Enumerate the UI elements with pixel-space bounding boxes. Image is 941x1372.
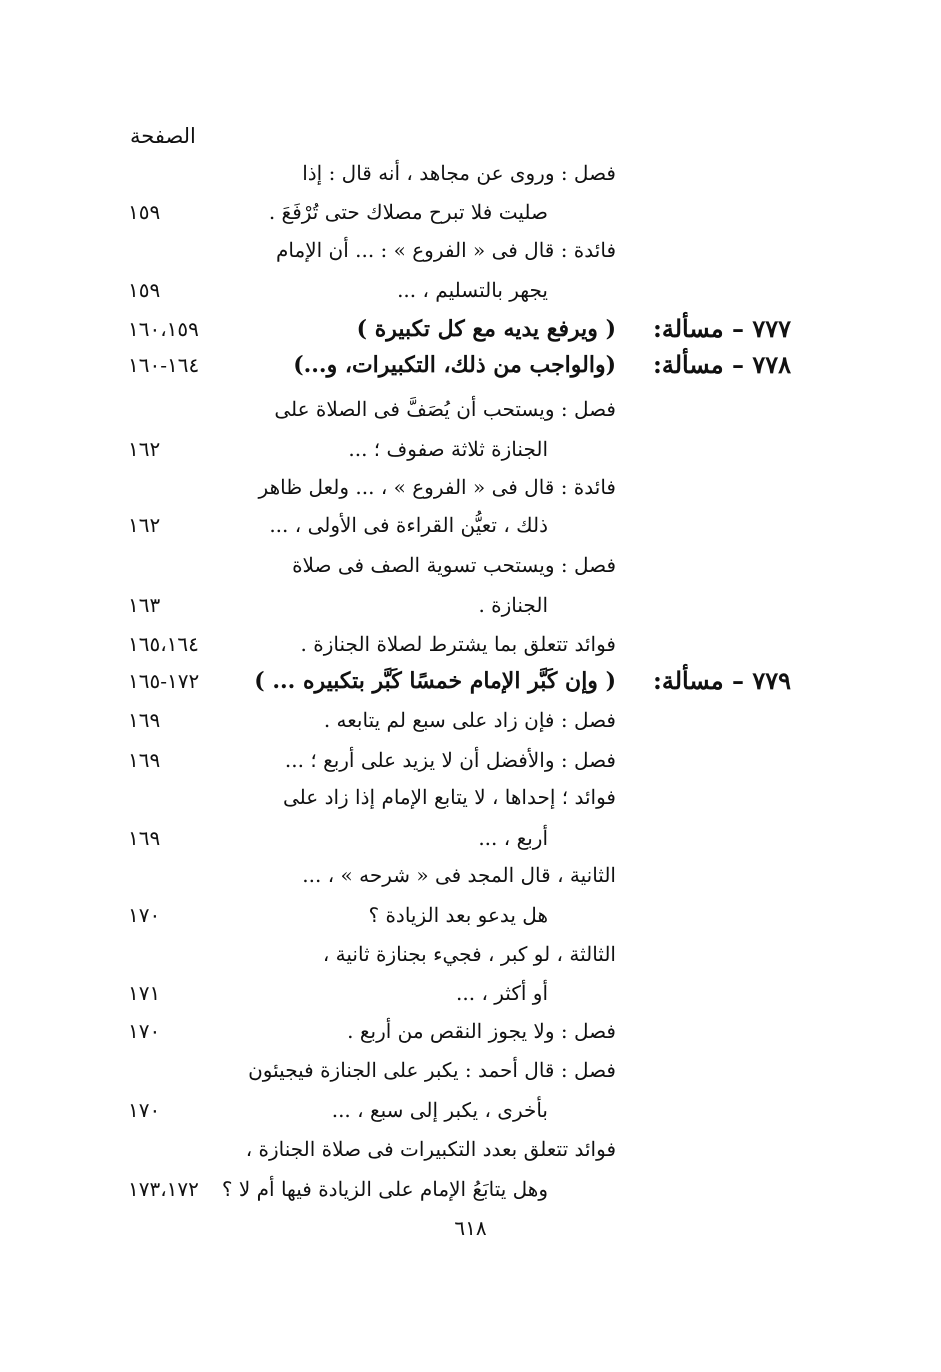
- page-reference: ١٦٤-١٦٠: [128, 353, 200, 377]
- entry-text: أو أكثر ، ...: [456, 981, 548, 1005]
- entry-text: صليت فلا تبرح مصلاك حتى تُرْفَعَ .: [268, 200, 548, 224]
- entry-text: ( وإن كَبَّر الإمام خمسًا كَبَّر بتكبيره ... ): [254, 668, 616, 694]
- entry-text: الثانية ، قال المجد فى « شرحه » ، ...: [302, 863, 616, 887]
- entry-text: فوائد ؛ إحداها ، لا يتابع الإمام إذا زاد على: [283, 785, 616, 809]
- page-reference: ١٦٣: [128, 593, 161, 617]
- page-reference: ١٧٠: [128, 903, 161, 927]
- index-entry: [0, 663, 941, 699]
- index-entry: [0, 155, 941, 191]
- index-entry: [0, 347, 941, 383]
- entry-text: فائدة : قال فى « الفروع » ، ... ولعل ظاهر: [258, 475, 616, 499]
- index-entry: [0, 547, 941, 583]
- entry-text: فصل : ولا يجوز النقص من أربع .: [347, 1019, 616, 1043]
- issue-number: ٧٧٨ – مسألة:: [653, 350, 791, 379]
- index-entry: [0, 194, 941, 230]
- index-entry: [0, 391, 941, 427]
- entry-text: فصل : وروى عن مجاهد ، أنه قال : إذا: [302, 161, 616, 185]
- issue-number: ٧٧٧ – مسألة:: [653, 314, 791, 343]
- entry-text: (والواجب من ذلك، التكبيرات، و...): [293, 352, 616, 378]
- page-column-header: الصفحة: [130, 124, 196, 148]
- index-entry: [0, 1171, 941, 1207]
- entry-text: هل يدعو بعد الزيادة ؟: [368, 903, 548, 927]
- entry-text: الجنازة .: [478, 593, 548, 617]
- page-reference: ١٦٩: [128, 708, 161, 732]
- entry-text: فائدة : قال فى « الفروع » : ... أن الإمام: [276, 238, 616, 262]
- entry-text: فصل : ويستحب تسوية الصف فى صلاة: [292, 553, 616, 577]
- index-entry: [0, 232, 941, 268]
- entry-text: أربع ، ...: [478, 826, 548, 850]
- page-reference: ١٧٢-١٦٥: [128, 669, 200, 693]
- entry-text: فوائد تتعلق بعدد التكبيرات فى صلاة الجنازة ،: [245, 1137, 616, 1161]
- entry-text: فوائد تتعلق بما يشترط لصلاة الجنازة .: [300, 632, 616, 656]
- index-entry: [0, 272, 941, 308]
- entry-text: فصل : ويستحب أن يُصَفَّ فى الصلاة على: [274, 397, 616, 421]
- page-reference: ١٥٩: [128, 278, 161, 302]
- page-reference: ١٦٢: [128, 513, 161, 537]
- index-entry: [0, 469, 941, 505]
- index-entry: [0, 1092, 941, 1128]
- entry-text: الجنازة ثلاثة صفوف ؛ ...: [348, 437, 548, 461]
- entry-text: الثالثة ، لو كبر ، فجيء بجنازة ثانية ،: [322, 942, 616, 966]
- issue-number: ٧٧٩ – مسألة:: [653, 666, 791, 695]
- page-reference: ١٧٠: [128, 1098, 161, 1122]
- index-entry: [0, 742, 941, 778]
- index-entry: [0, 857, 941, 893]
- index-entry: [0, 1131, 941, 1167]
- entry-text: ( ويرفع يديه مع كل تكبيرة ): [356, 316, 616, 342]
- page-number: ٦١٨: [454, 1216, 487, 1240]
- page-reference: ١٦٩: [128, 748, 161, 772]
- entry-text: فصل : قال أحمد : يكبر على الجنازة فيجيئون: [248, 1058, 616, 1082]
- index-entry: [0, 702, 941, 738]
- page-reference: ١٦٠،١٥٩: [128, 317, 199, 341]
- index-entry: [0, 1013, 941, 1049]
- index-entry: [0, 897, 941, 933]
- index-entry: [0, 626, 941, 662]
- index-entry: [0, 431, 941, 467]
- entry-text: ذلك ، تعيُّن القراءة فى الأولى ، ...: [269, 513, 548, 537]
- index-entry: [0, 975, 941, 1011]
- page-reference: ١٦٩: [128, 826, 161, 850]
- entry-text: وهل يتابَعُ الإمام على الزيادة فيها أم لا ؟: [221, 1177, 548, 1201]
- page-reference: ١٧٠: [128, 1019, 161, 1043]
- index-entry: [0, 587, 941, 623]
- index-entry: [0, 779, 941, 815]
- page-reference: ١٦٢: [128, 437, 161, 461]
- index-entry: [0, 311, 941, 347]
- index-entry: [0, 1052, 941, 1088]
- entry-text: يجهر بالتسليم ، ...: [397, 278, 548, 302]
- entry-text: فصل : والأفضل أن لا يزيد على أربع ؛ ...: [284, 748, 616, 772]
- entry-text: فصل : فإن زاد على سبع لم يتابعه .: [323, 708, 616, 732]
- index-entry: [0, 936, 941, 972]
- page-reference: ١٧١: [128, 981, 161, 1005]
- index-entry: [0, 507, 941, 543]
- page-reference: ١٧٣،١٧٢: [128, 1177, 199, 1201]
- page-reference: ١٥٩: [128, 200, 161, 224]
- entry-text: بأخرى ، يكبر إلى سبع ، ...: [331, 1098, 548, 1122]
- page-reference: ١٦٥،١٦٤: [128, 632, 199, 656]
- index-entry: [0, 820, 941, 856]
